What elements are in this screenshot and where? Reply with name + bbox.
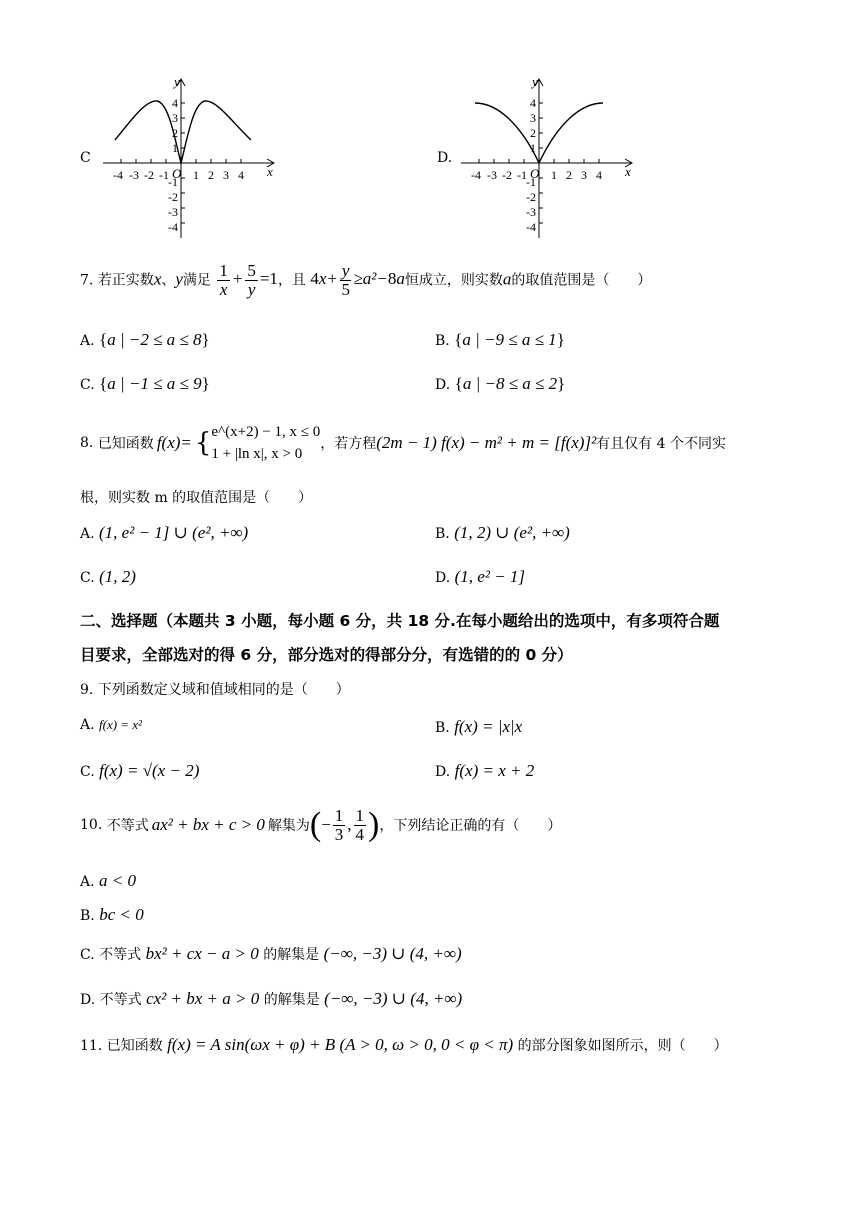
svg-text:2: 2 <box>172 126 178 140</box>
svg-text:2: 2 <box>530 126 536 140</box>
q9-option-b[interactable]: B. f(x) = |x|x <box>435 717 523 736</box>
q10-option-b[interactable]: B. bc < 0 <box>80 905 144 924</box>
svg-text:x: x <box>625 164 631 179</box>
q7-option-c[interactable]: C. {a | −1 ≤ a ≤ 9} <box>80 374 210 393</box>
q10-option-a[interactable]: A. a < 0 <box>80 871 136 890</box>
graph-d <box>453 70 653 242</box>
svg-text:3: 3 <box>223 168 229 182</box>
svg-text:-1: -1 <box>517 168 527 182</box>
svg-text:-3: -3 <box>487 168 497 182</box>
q8-equation: (2m − 1) f(x) − m² + m = [f(x)]² <box>376 433 597 452</box>
svg-text:-1: -1 <box>159 168 169 182</box>
svg-text:4: 4 <box>238 168 244 182</box>
q10-stem: 10. 不等式 ax² + bx + c > 0 解集为 ( − $\frac{1}{3}$ , $\frac{1}{4}$ ) ，下列结论正确的有（ ） <box>80 805 562 844</box>
svg-text:-1: -1 <box>168 175 178 189</box>
svg-text:-4: -4 <box>113 168 123 182</box>
q7-option-a[interactable]: A. {a | −2 ≤ a ≤ 8} <box>80 330 210 349</box>
svg-text:x: x <box>267 164 273 179</box>
svg-text:y: y <box>174 74 180 89</box>
q8-option-b[interactable]: B. (1, 2) ∪ (e², +∞) <box>435 523 570 542</box>
svg-text:-2: -2 <box>168 190 178 204</box>
q8-stem-line1: 8. 已知函数 f(x)= { e^(x+2) − 1, x ≤ 0 1 + |ln x|, x > 0 ，若方程 (2m − 1) f(x) − m² + m = [f(x)]² 有且仅有 4 个不同实 <box>80 421 726 465</box>
svg-text:-2: -2 <box>526 190 536 204</box>
svg-text:-3: -3 <box>129 168 139 182</box>
q8-piece-2: 1 + |ln x|, x > 0 <box>211 446 303 462</box>
svg-text:-4: -4 <box>526 220 536 234</box>
svg-text:1: 1 <box>551 168 557 182</box>
q9-stem: 9. 下列函数定义域和值域相同的是（ ） <box>80 682 350 698</box>
svg-text:3: 3 <box>530 111 536 125</box>
q8-stem-line2: 根，则实数 m 的取值范围是（ ） <box>80 490 313 506</box>
graph-d-label: D. <box>437 150 453 166</box>
q8-option-d[interactable]: D. (1, e² − 1] <box>435 567 526 586</box>
svg-text:y: y <box>532 74 538 89</box>
svg-text:-2: -2 <box>502 168 512 182</box>
q9-option-d[interactable]: D. f(x) = x + 2 <box>435 761 535 780</box>
section-2-heading-line2: 目要求，全部选对的得 6 分，部分选对的得部分分，有选错的的 0 分） <box>80 646 573 664</box>
svg-text:2: 2 <box>208 168 214 182</box>
q7-option-d[interactable]: D. {a | −8 ≤ a ≤ 2} <box>435 374 566 393</box>
section-2-heading-line1: 二、选择题（本题共 3 小题，每小题 6 分，共 18 分.在每小题给出的选项中，有多项符合题 <box>80 612 720 630</box>
q7-option-b[interactable]: B. {a | −9 ≤ a ≤ 1} <box>435 330 565 349</box>
q8-option-a[interactable]: A. (1, e² − 1] ∪ (e², +∞) <box>80 523 249 542</box>
svg-text:4: 4 <box>530 96 536 110</box>
svg-text:1: 1 <box>530 141 536 155</box>
svg-text:-3: -3 <box>168 205 178 219</box>
q7-stem: 7. 若正实数x、y满足 $\frac{1}{x}$ + $\frac{5}{y}$ =1，且 4x+ $\frac{y}{5}$ ≥a²−8a恒成立，则实数a的取值范围是（ ） <box>80 261 652 299</box>
svg-text:2: 2 <box>566 168 572 182</box>
q10-option-d[interactable]: D. 不等式 cx² + bx + a > 0 的解集是 (−∞, −3) ∪ (4, +∞) <box>80 989 463 1008</box>
q9-option-c[interactable]: C. f(x) = √(x − 2) <box>80 761 200 780</box>
svg-text:3: 3 <box>581 168 587 182</box>
svg-text:-3: -3 <box>526 205 536 219</box>
graph-c-label: C <box>80 150 91 166</box>
q9-option-a[interactable]: A. f(x) = x² <box>80 717 142 733</box>
svg-text:1: 1 <box>193 168 199 182</box>
svg-text:-4: -4 <box>168 220 178 234</box>
graph-c-curve <box>115 101 251 163</box>
svg-text:-4: -4 <box>471 168 481 182</box>
q8-piece-1: e^(x+2) − 1, x ≤ 0 <box>211 424 321 440</box>
graph-c <box>95 70 295 242</box>
svg-text:3: 3 <box>172 111 178 125</box>
q10-option-c[interactable]: C. 不等式 bx² + cx − a > 0 的解集是 (−∞, −3) ∪ (4, +∞) <box>80 944 462 963</box>
svg-text:-1: -1 <box>526 175 536 189</box>
q8-option-c[interactable]: C. (1, 2) <box>80 567 136 586</box>
q11-stem: 11. 已知函数 f(x) = A sin(ωx + φ) + B (A > 0, ω > 0, 0 < φ < π) 的部分图象如图所示，则（ ） <box>80 1035 728 1054</box>
svg-text:O: O <box>172 166 182 181</box>
svg-text:4: 4 <box>172 96 178 110</box>
svg-text:1: 1 <box>172 141 178 155</box>
svg-text:-2: -2 <box>144 168 154 182</box>
svg-text:4: 4 <box>596 168 602 182</box>
svg-text:O: O <box>530 166 540 181</box>
